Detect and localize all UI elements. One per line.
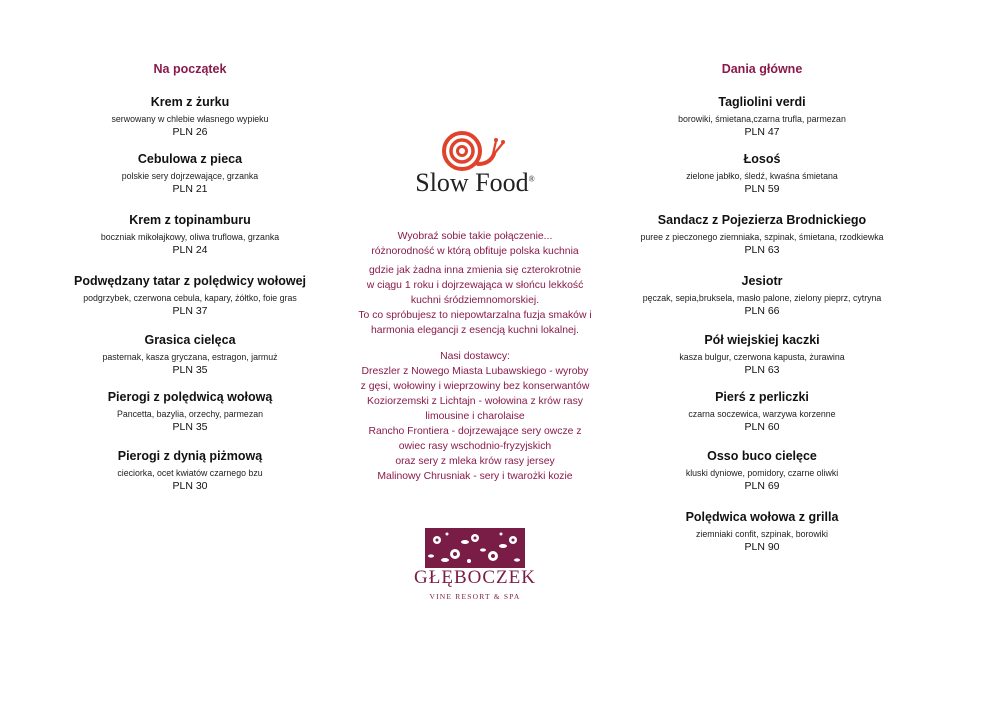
item-price: PLN 69 [744, 480, 780, 492]
intro-line: gdzie jak żadna inna zmienia się czterokrotnie [369, 265, 581, 276]
menu-item [612, 95, 912, 139]
item-desc: puree z pieczonego ziemniaka, szpinak, śmietana, rzodkiewka [640, 232, 884, 242]
item-price: PLN 47 [744, 126, 780, 138]
menu-item [40, 213, 340, 257]
item-name: Tagliolini verdi [718, 95, 806, 109]
menu-item [40, 274, 340, 318]
brand-subtitle: VINE RESORT & SPA [429, 592, 521, 601]
item-name: Polędwica wołowa z grilla [685, 510, 839, 524]
intro-line: harmonia elegancji z esencją kuchni lokalnej. [371, 325, 579, 336]
slow-food-wordmark [375, 168, 575, 198]
intro-line: kuchni śródziemnomorskiej. [410, 295, 540, 306]
intro-line: To co spróbujesz to niepowtarzalna fuzja smaków i [358, 310, 592, 321]
menu-item [40, 333, 340, 377]
item-name: Łosoś [743, 152, 781, 166]
item-price: PLN 60 [744, 421, 780, 433]
snail-logo-icon [438, 130, 506, 172]
menu-item [612, 213, 912, 257]
item-desc: ziemniaki confit, szpinak, borowiki [695, 529, 828, 539]
item-price: PLN 26 [172, 126, 208, 138]
item-desc: czarna soczewica, warzywa korzenne [688, 409, 836, 419]
item-desc: kluski dyniowe, pomidory, czarne oliwki [685, 468, 839, 478]
item-name: Podwędzany tatar z polędwicy wołowej [74, 274, 306, 288]
item-name: Pół wiejskiej kaczki [704, 333, 820, 347]
item-desc: pasternak, kasza gryczana, estragon, jarmuż [102, 352, 278, 362]
menu-item [612, 510, 912, 554]
item-price: PLN 21 [172, 183, 208, 195]
item-name: Krem z żurku [150, 95, 230, 109]
item-desc: cieciorka, ocet kwiatów czarnego bzu [117, 468, 263, 478]
brand-name: GŁĘBOCZEK [414, 567, 536, 588]
menu-item [612, 333, 912, 377]
center-column [345, 0, 605, 701]
supplier-line: Rancho Frontiera - dojrzewające sery owcze z [368, 426, 582, 437]
intro-line: różnorodność w którą obfituje polska kuchnia [371, 246, 579, 257]
item-desc: borowiki, śmietana,czarna trufla, parmezan [678, 114, 846, 124]
item-price: PLN 63 [744, 364, 780, 376]
intro-line: Wyobraź sobie takie połączenie... [397, 231, 553, 242]
item-name: Krem z topinamburu [129, 213, 251, 227]
registered-mark: ® [528, 174, 535, 184]
suppliers-text [345, 349, 605, 484]
item-price: PLN 63 [744, 244, 780, 256]
item-name: Jesiotr [741, 274, 783, 288]
menu-item [40, 95, 340, 139]
menu-item [612, 390, 912, 434]
supplier-line: oraz sery z mleka krów rasy jersey [395, 456, 555, 467]
starters-title: Na początek [153, 62, 227, 76]
item-desc: zielone jabłko, śledź, kwaśna śmietana [686, 171, 838, 181]
menu-item [612, 449, 912, 493]
item-price: PLN 66 [744, 305, 780, 317]
supplier-line: Dreszler z Nowego Miasta Lubawskiego - wyroby [361, 366, 589, 377]
item-desc: kasza bulgur, czerwona kapusta, żurawina [679, 352, 845, 362]
item-name: Pierogi z polędwicą wołową [107, 390, 273, 404]
item-desc: Pancetta, bazylia, orzechy, parmezan [116, 409, 264, 419]
item-price: PLN 30 [172, 480, 208, 492]
item-name: Osso buco cielęce [707, 449, 817, 463]
menu-item [40, 390, 340, 434]
item-price: PLN 90 [744, 541, 780, 553]
slow-food-text: Slow Food [415, 168, 529, 197]
gleboczek-floral-logo-icon [425, 528, 525, 568]
item-desc: boczniak mikołajkowy, oliwa truflowa, grzanka [100, 232, 280, 242]
item-name: Cebulowa z pieca [137, 152, 243, 166]
item-name: Sandacz z Pojezierza Brodnickiego [657, 213, 867, 227]
item-desc: pęczak, sepia,bruksela, masło palone, zielony pieprz, cytryna [642, 293, 882, 303]
menu-item [612, 152, 912, 196]
mains-title: Dania główne [721, 62, 803, 76]
menu-item [40, 449, 340, 493]
menu-item [40, 152, 340, 196]
item-desc: serwowany w chlebie własnego wypieku [111, 114, 269, 124]
item-name: Pierś z perliczki [715, 390, 809, 404]
supplier-line: Nasi dostawcy: [440, 351, 510, 362]
item-price: PLN 35 [172, 364, 208, 376]
supplier-line: Malinowy Chrusniak - sery i twarożki kozie [377, 471, 573, 482]
item-desc: podgrzybek, czerwona cebula, kapary, żółtko, foie gras [83, 293, 297, 303]
item-price: PLN 37 [172, 305, 208, 317]
supplier-line: owiec rasy wschodnio-fryzyjskich [398, 441, 552, 452]
item-price: PLN 59 [744, 183, 780, 195]
intro-text [345, 229, 605, 338]
supplier-line: z gęsi, wołowiny i wieprzowiny bez konserwantów [360, 381, 590, 392]
menu-item [612, 274, 912, 318]
item-name: Pierogi z dynią piżmową [117, 449, 263, 463]
supplier-line: limousine i charolaise [425, 411, 525, 422]
item-desc: polskie sery dojrzewające, grzanka [121, 171, 259, 181]
intro-line: w ciągu 1 roku i dojrzewająca w słońcu lekkość [366, 280, 584, 291]
supplier-line: Koziorzemski z Lichtajn - wołowina z krów rasy [367, 396, 583, 407]
item-name: Grasica cielęca [144, 333, 236, 347]
item-price: PLN 35 [172, 421, 208, 433]
item-price: PLN 24 [172, 244, 208, 256]
